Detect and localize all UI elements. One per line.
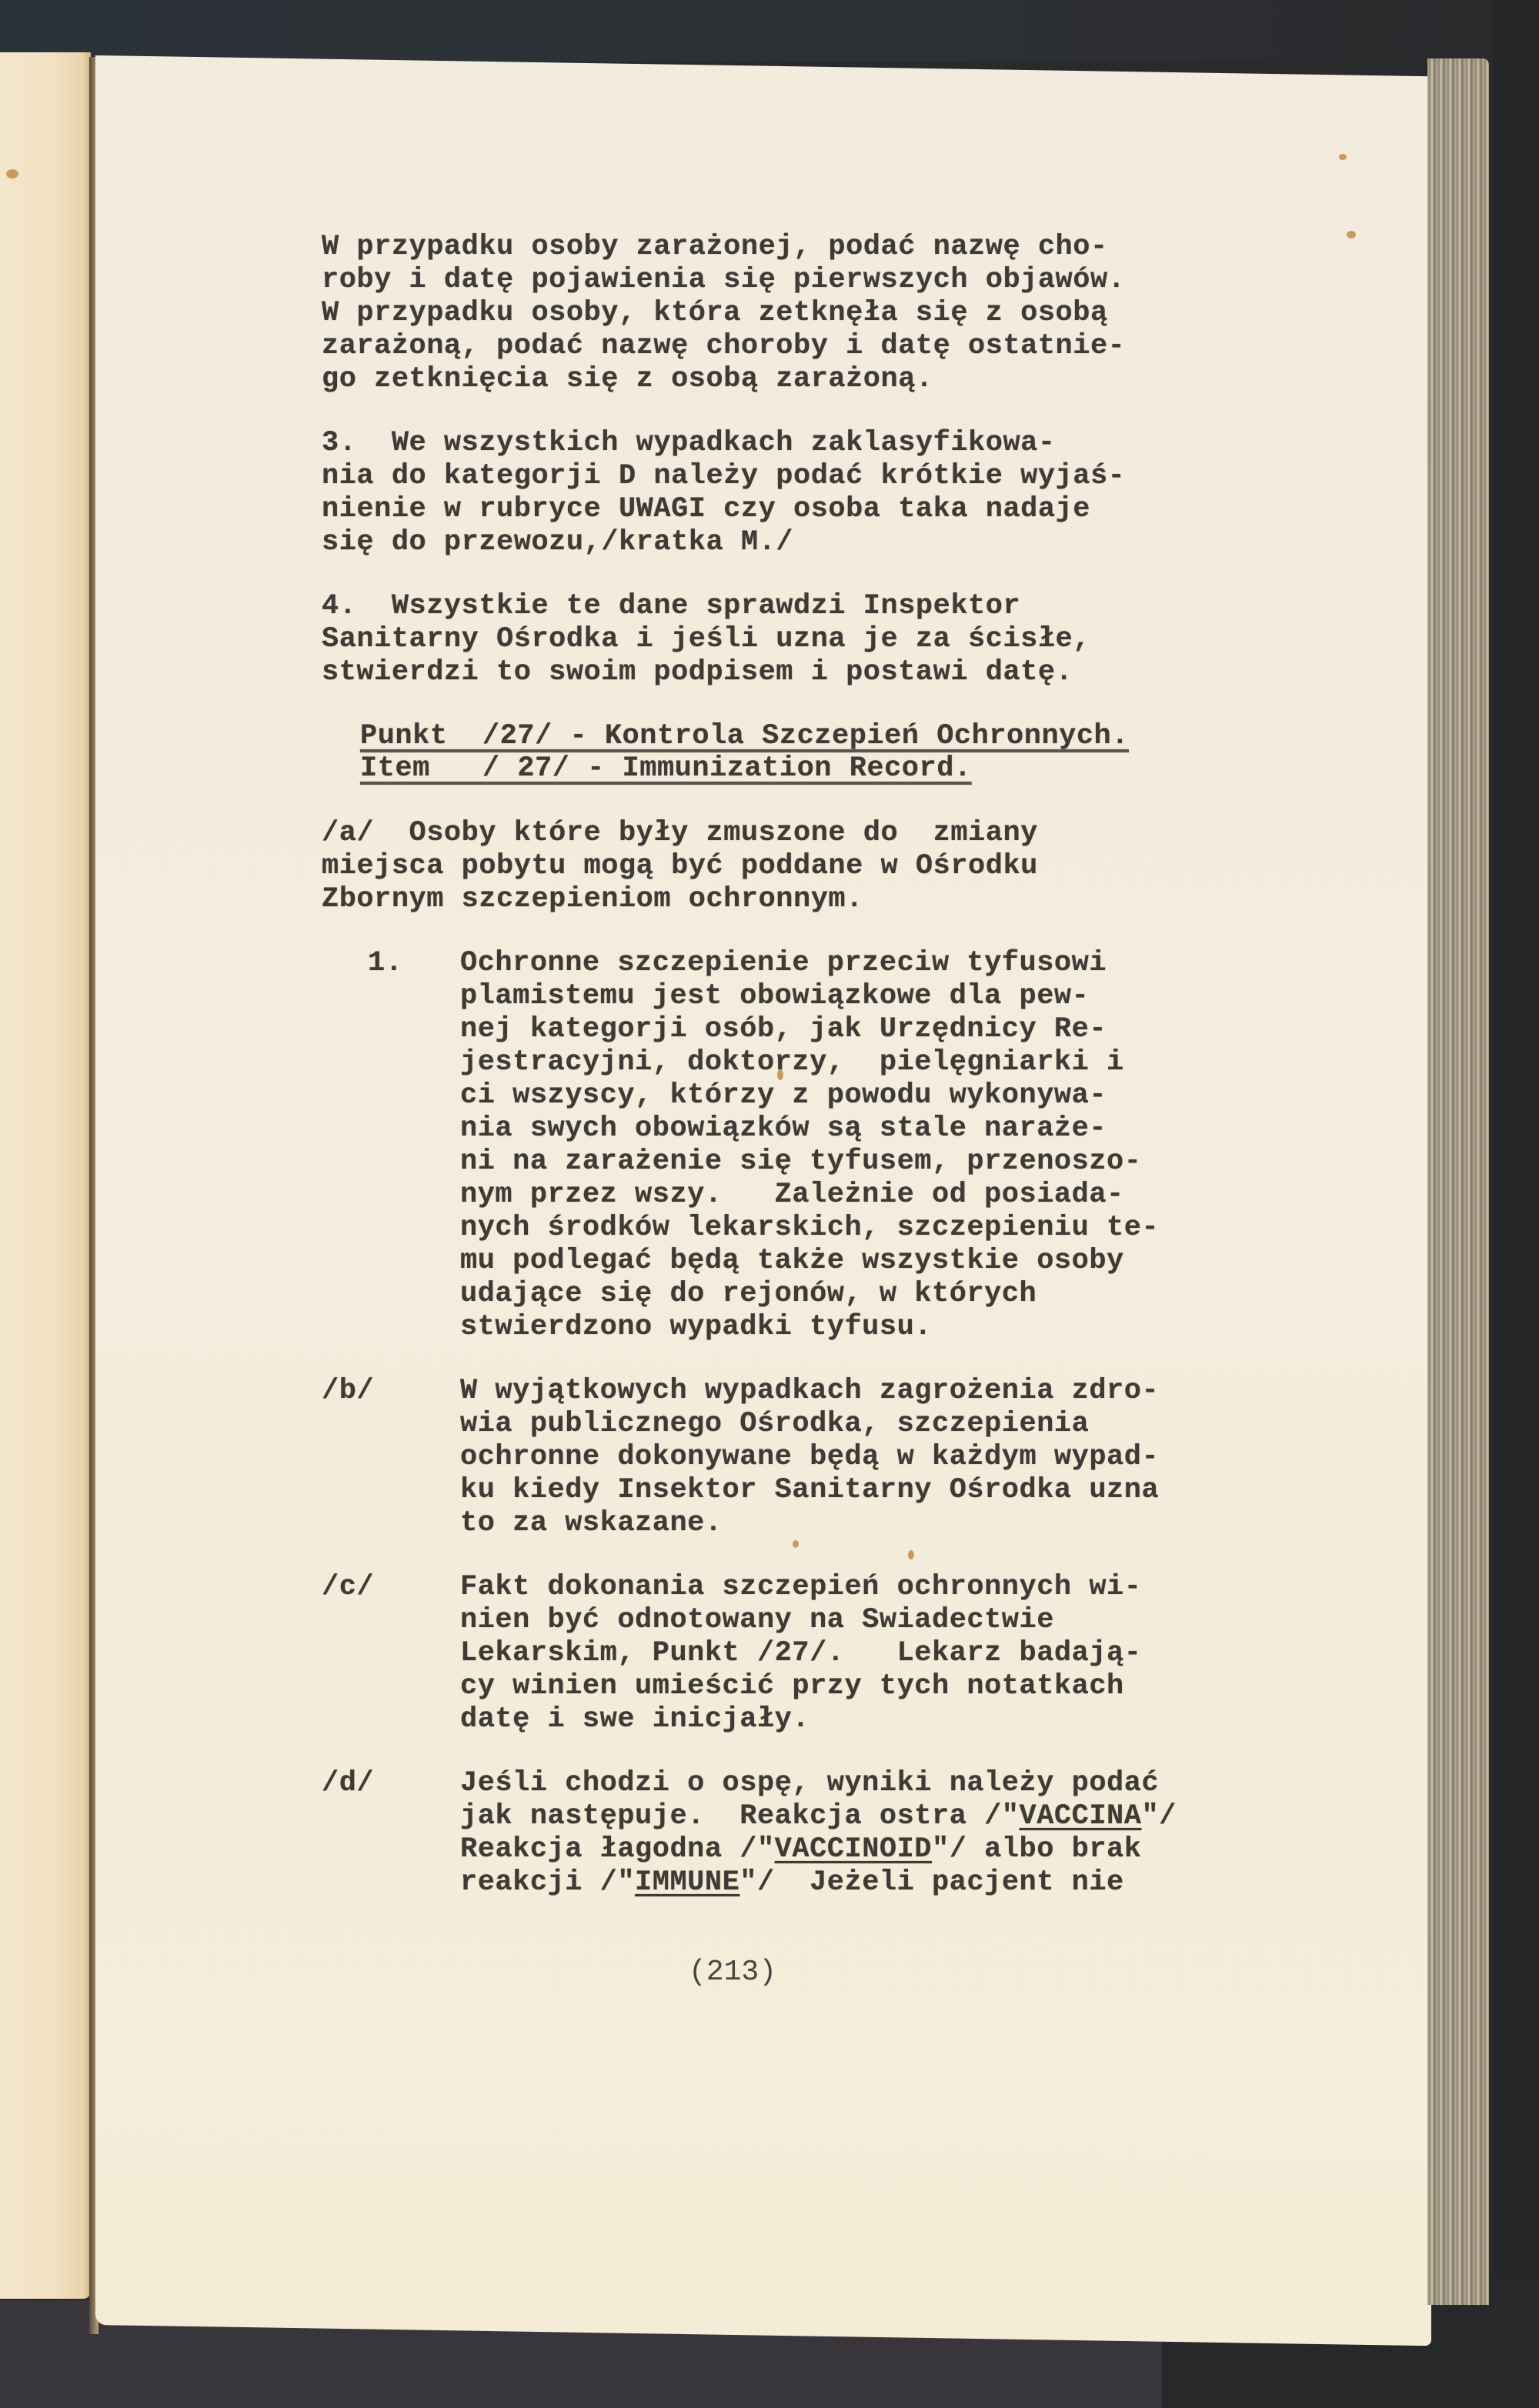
intro-paragraph xyxy=(322,231,1291,396)
page-number: (213) xyxy=(689,1956,777,1989)
text-line: nej kategorji osób, jak Urzędnicy Re- xyxy=(460,1013,1107,1046)
text-line: Ochronne szczepienie przeciw tyfusowi xyxy=(460,947,1107,979)
text-line: nienie w rubryce UWAGI czy osoba taka nadaje xyxy=(322,493,1090,525)
paper-speck xyxy=(1347,231,1356,238)
text-line: ku kiedy Insektor Sanitarny Ośrodka uzna xyxy=(460,1474,1160,1506)
text-line: reakcji /"IMMUNE"/ Jeżeli pacjent nie xyxy=(460,1866,1124,1899)
text-line: roby i datę pojawienia się pierwszych objawów. xyxy=(322,264,1126,296)
text-line: nia do kategorji D należy podać krótkie wyjaś- xyxy=(322,460,1126,492)
text-line: jestracyjni, doktorzy, pielęgniarki i xyxy=(460,1046,1124,1079)
paper-speck xyxy=(1339,154,1347,160)
page-block-edges xyxy=(1427,58,1489,2305)
text-line: Lekarskim, Punkt /27/. Lekarz badają- xyxy=(460,1637,1142,1669)
sub-item-b xyxy=(322,1375,1291,1540)
heading-polish: Punkt /27/ - Kontrola Szczepień Ochronnych. xyxy=(360,720,1129,752)
text-line: go zetknięcia się z osobą zarażoną. xyxy=(322,363,933,395)
text-line: nia swych obowiązków są stale naraże- xyxy=(460,1112,1107,1145)
sub-item-marker: /b/ xyxy=(322,1375,375,1407)
paper-stain xyxy=(6,169,18,178)
text-line: Zbornym szczepieniom ochronnym. xyxy=(322,883,863,916)
text-line: się do przewozu,/kratka M./ xyxy=(322,526,793,559)
text-line: wia publicznego Ośrodka, szczepienia xyxy=(460,1408,1090,1440)
text-line: cy winien umieścić przy tych notatkach xyxy=(460,1670,1124,1703)
sub-item-c xyxy=(322,1571,1291,1736)
document-body xyxy=(322,231,1291,1930)
paragraph-4 xyxy=(322,590,1291,689)
text-line: nien być odnotowany na Swiadectwie xyxy=(460,1604,1054,1636)
text-line: stwierdzi to swoim podpisem i postawi datę. xyxy=(322,656,1073,689)
heading-english: Item / 27/ - Immunization Record. xyxy=(360,752,972,785)
text-line: udające się do rejonów, w których xyxy=(460,1278,1037,1310)
text-line: Jeśli chodzi o ospę, wyniki należy podać xyxy=(460,1767,1160,1799)
text-line: W wyjątkowych wypadkach zagrożenia zdro- xyxy=(460,1375,1160,1407)
text-line: miejsca pobytu mogą być poddane w Ośrodku xyxy=(322,850,1038,882)
underlined-term: IMMUNE xyxy=(635,1866,740,1899)
text-line: nych środków lekarskich, szczepieniu te- xyxy=(460,1212,1160,1244)
text-line: W przypadku osoby, która zetknęła się z osobą xyxy=(322,297,1108,329)
sub-item-1 xyxy=(368,947,1291,1344)
text-line: plamistemu jest obowiązkowe dla pew- xyxy=(460,980,1090,1012)
paragraph-3 xyxy=(322,427,1291,559)
text-line: ni na zarażenie się tyfusem, przenoszo- xyxy=(460,1146,1142,1178)
underlined-term: VACCINA xyxy=(1019,1800,1142,1833)
sub-item-marker: /c/ xyxy=(322,1571,375,1603)
section-heading xyxy=(360,720,1291,785)
underlined-term: VACCINOID xyxy=(774,1833,933,1866)
text-line: stwierdzono wypadki tyfusu. xyxy=(460,1311,932,1343)
text-line: mu podlegać będą także wszystkie osoby xyxy=(460,1245,1124,1277)
previous-page-edge xyxy=(0,52,91,2299)
text-line: Fakt dokonania szczepień ochronnych wi- xyxy=(460,1571,1142,1603)
text-line: Reakcja łagodna /"VACCINOID"/ albo brak xyxy=(460,1833,1142,1866)
text-line: zarażoną, podać nazwę choroby i datę ostatnie- xyxy=(322,330,1126,362)
sub-item-marker: /d/ xyxy=(322,1767,375,1799)
text-line: Sanitarny Ośrodka i jeśli uzna je za ścisłe, xyxy=(322,623,1090,655)
text-line: to za wskazane. xyxy=(460,1507,723,1539)
text-line: ci wszyscy, którzy z powodu wykonywa- xyxy=(460,1079,1107,1112)
item-a xyxy=(322,817,1291,916)
text-line: ochronne dokonywane będą w każdym wypad- xyxy=(460,1441,1160,1473)
text-line: jak następuje. Reakcja ostra /"VACCINA"/ xyxy=(460,1800,1177,1833)
text-line: W przypadku osoby zarażonej, podać nazwę cho- xyxy=(322,231,1108,263)
sub-item-d xyxy=(322,1767,1291,1899)
scan-backdrop-top xyxy=(0,0,1539,62)
text-line: /a/ Osoby które były zmuszone do zmiany xyxy=(322,817,1038,849)
text-line: 4. Wszystkie te dane sprawdzi Inspektor xyxy=(322,590,1021,622)
sub-item-marker: 1. xyxy=(368,947,403,979)
text-line: 3. We wszystkich wypadkach zaklasyfikowa- xyxy=(322,427,1056,459)
text-line: nym przez wszy. Zależnie od posiada- xyxy=(460,1179,1124,1211)
text-line: datę i swe inicjały. xyxy=(460,1703,810,1736)
scan-backdrop-right xyxy=(1493,0,1539,2408)
